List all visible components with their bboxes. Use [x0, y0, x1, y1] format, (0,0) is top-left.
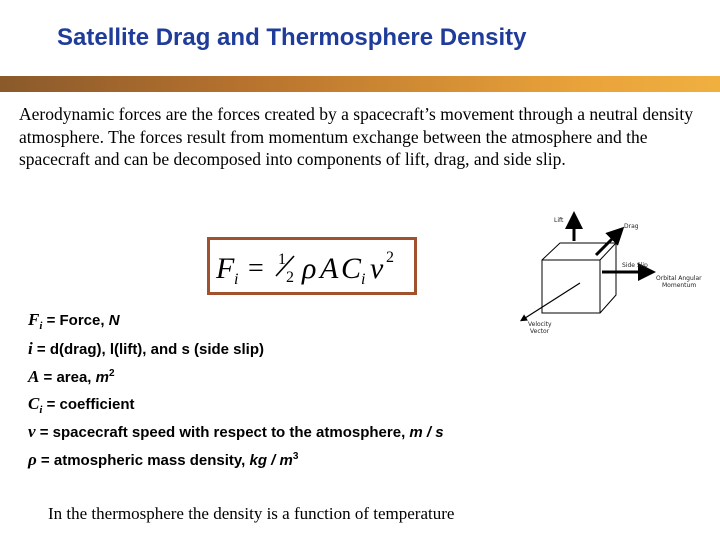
drag-label: Drag [624, 223, 639, 230]
def-symbol: A [28, 367, 40, 386]
lift-label: Lift [554, 217, 564, 224]
intro-paragraph: Aerodynamic forces are the forces created by a spacecraft’s movement through a neutral density atmosphere. The forces result from momentum exchange between the atmosphere and the spacecraft and can be decomposed into components of lift, drag, and side slip. [19, 104, 693, 169]
formula-C-sub: i [361, 271, 366, 288]
formula-v: v [370, 252, 384, 285]
def-symbol: ρ [28, 450, 37, 469]
def-symbol: i [28, 339, 33, 358]
aerodynamic-forces-diagram [510, 205, 720, 345]
slide-title: Satellite Drag and Thermosphere Density [57, 24, 527, 51]
definition-speed [28, 422, 444, 442]
velocity-vector-arrow [522, 283, 580, 320]
formula-A: A [320, 252, 339, 285]
definition-force [28, 310, 120, 332]
def-unit: m [95, 369, 109, 386]
vector-label: Vector [530, 328, 550, 335]
def-sub: i [39, 320, 43, 332]
definition-density [28, 450, 298, 470]
side-slip-label: Side Slip [622, 262, 648, 269]
definition-index [28, 339, 264, 359]
def-sup: 3 [292, 451, 299, 462]
orbital-angular-label: Orbital Angular [656, 275, 702, 282]
formula-F-sub: i [234, 271, 239, 288]
def-text: = Force, [42, 312, 109, 329]
def-unit: m / s [409, 424, 444, 441]
formula-half-den: 2 [286, 269, 294, 286]
momentum-label: Momentum [662, 282, 697, 289]
def-text: = d(drag), l(lift), and s (side slip) [32, 341, 264, 358]
title-divider [0, 76, 720, 92]
def-text: = atmospheric mass density, [36, 452, 250, 469]
def-unit: N [108, 312, 120, 329]
drag-formula-box [207, 237, 417, 295]
def-symbol: v [28, 422, 36, 441]
formula-F: F [216, 252, 235, 285]
formula-exponent: 2 [386, 249, 394, 266]
def-text: = coefficient [42, 396, 135, 413]
formula-rho: ρ [302, 252, 317, 285]
bottom-note: In the thermosphere the density is a function of temperature [48, 504, 455, 523]
drag-formula [210, 240, 414, 292]
velocity-label: Velocity [528, 321, 552, 328]
def-sub: i [39, 404, 43, 416]
def-symbol: F [28, 310, 40, 329]
formula-C: C [341, 252, 362, 285]
def-symbol: C [28, 394, 40, 413]
spacecraft-cube [542, 243, 616, 313]
formula-half-num: 1 [278, 251, 286, 268]
formula-equals: = [248, 253, 264, 284]
def-text: = spacecraft speed with respect to the atmosphere, [35, 424, 410, 441]
definition-coefficient [28, 394, 135, 416]
def-sup: 2 [108, 368, 115, 379]
def-unit: kg / m [249, 452, 293, 469]
def-text: = area, [39, 369, 96, 386]
definition-area [28, 367, 115, 387]
